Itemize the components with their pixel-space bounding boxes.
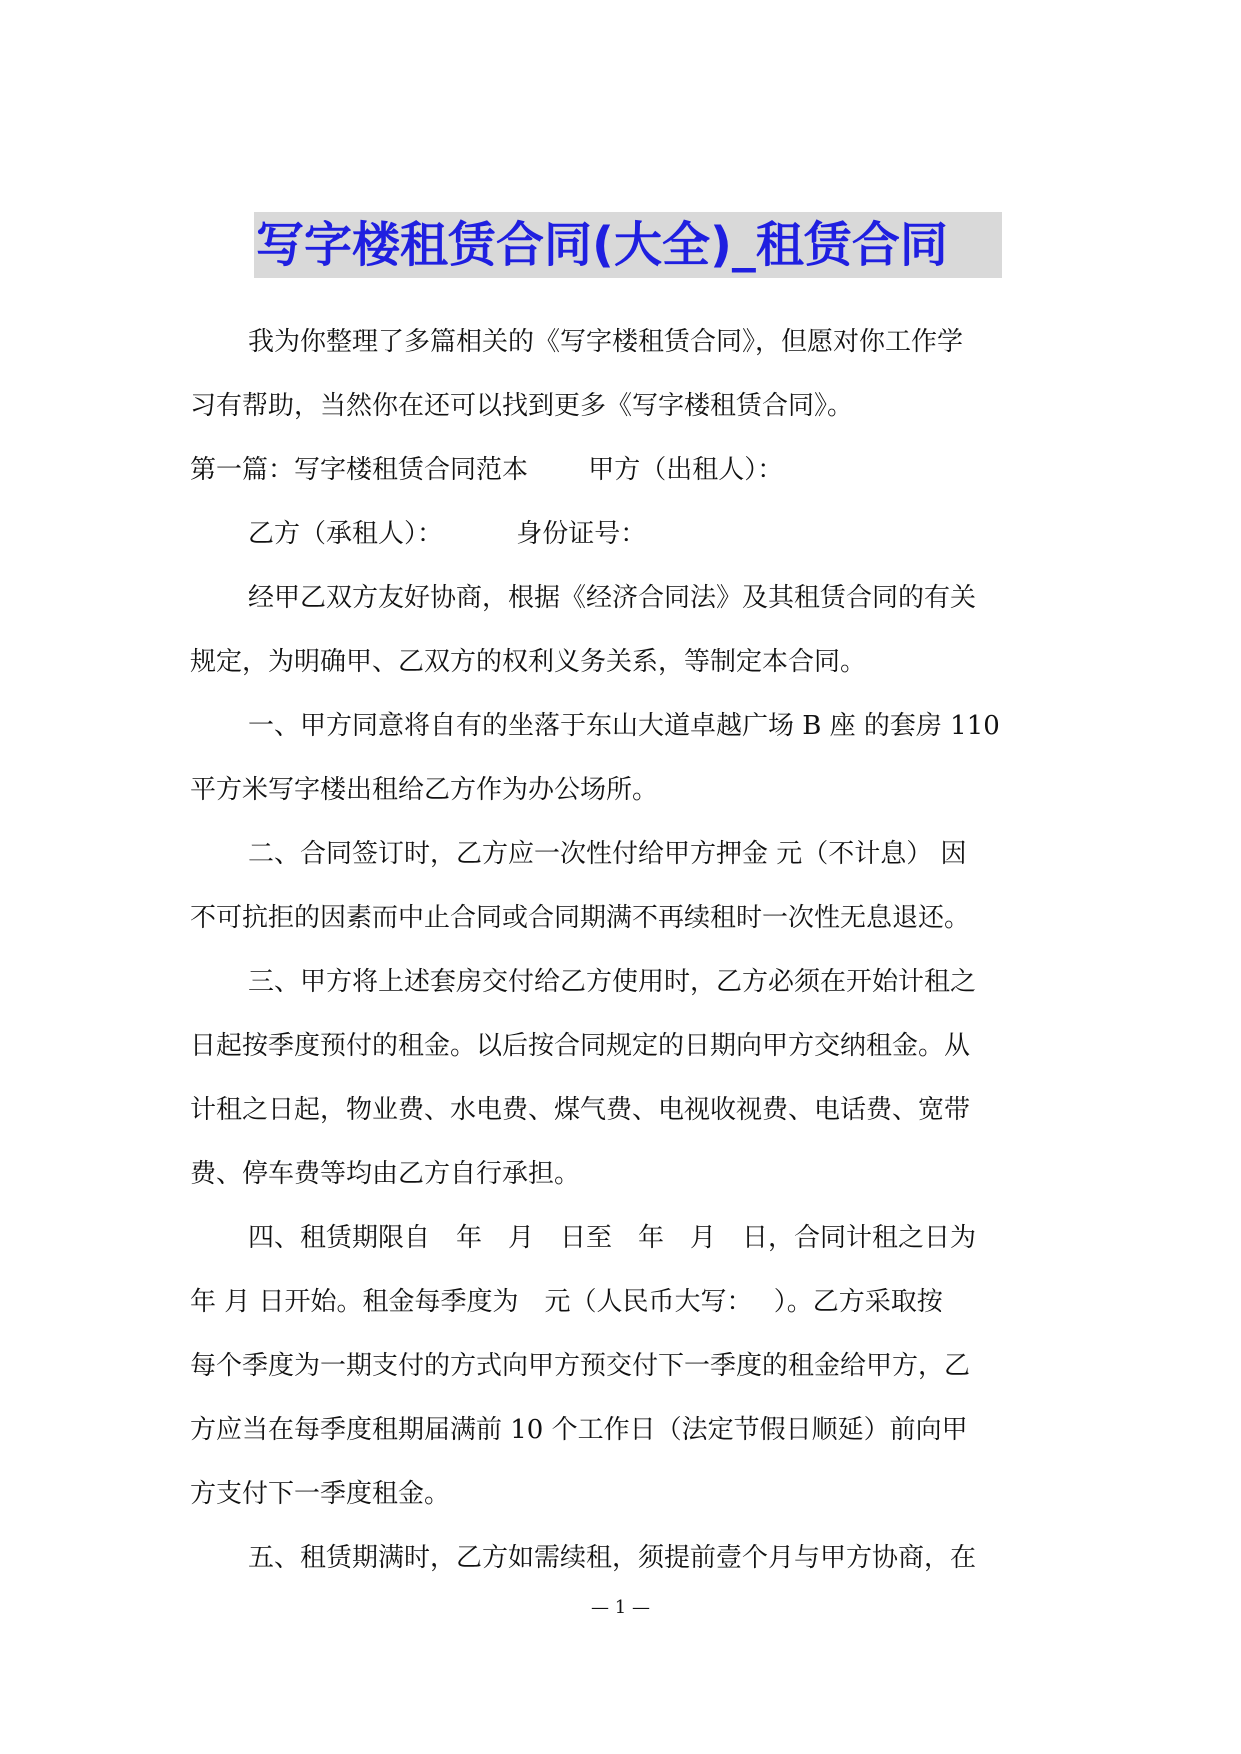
paragraph-line: 计租之日起，物业费、水电费、煤气费、电视收视费、电话费、宽带 — [190, 1095, 971, 1125]
paragraph-line: 年 月 日开始。租金每季度为 元（人民币大写： ）。乙方采取按 — [190, 1287, 943, 1317]
paragraph-line: 经甲乙双方友好协商，根据《经济合同法》及其租赁合同的有关 — [248, 583, 977, 613]
paragraph-line: 规定，为明确甲、乙双方的权利义务关系，等制定本合同。 — [190, 647, 867, 677]
paragraph-line: 三、甲方将上述套房交付给乙方使用时，乙方必须在开始计租之 — [248, 967, 977, 997]
paragraph-line: 一、甲方同意将自有的坐落于东山大道卓越广场 B 座 的套房 110 — [248, 711, 1000, 741]
paragraph-line: 平方米写字楼出租给乙方作为办公场所。 — [190, 775, 659, 805]
paragraph-line: 二、合同签订时，乙方应一次性付给甲方押金 元（不计息） 因 — [248, 839, 967, 869]
paragraph-line: 方支付下一季度租金。 — [190, 1479, 451, 1509]
paragraph-line: 五、租赁期满时，乙方如需续租，须提前壹个月与甲方协商，在 — [248, 1543, 977, 1573]
paragraph-line: 四、租赁期限自 年 月 日至 年 月 日，合同计租之日为 — [248, 1223, 977, 1253]
document-title: 写字楼租赁合同(大全)_租赁合同 — [256, 217, 948, 273]
paragraph-line: 我为你整理了多篇相关的《写字楼租赁合同》，但愿对你工作学 — [248, 327, 964, 357]
paragraph-line: 习有帮助，当然你在还可以找到更多《写字楼租赁合同》。 — [190, 391, 854, 421]
paragraph-line: 费、停车费等均由乙方自行承担。 — [190, 1159, 581, 1189]
paragraph-line: 每个季度为一期支付的方式向甲方预交付下一季度的租金给甲方，乙 — [190, 1351, 971, 1381]
paragraph-line: 不可抗拒的因素而中止合同或合同期满不再续租时一次性无息退还。 — [190, 903, 971, 933]
paragraph-line: 乙方（承租人）： 身份证号： — [248, 519, 647, 549]
paragraph-line: 方应当在每季度租期届满前 10 个工作日（法定节假日顺延）前向甲 — [190, 1415, 968, 1445]
paragraph-line: 日起按季度预付的租金。以后按合同规定的日期向甲方交纳租金。从 — [190, 1031, 971, 1061]
page-number: — 1 — — [591, 1597, 650, 1618]
paragraph-line: 第一篇：写字楼租赁合同范本 甲方（出租人）： — [190, 455, 784, 485]
